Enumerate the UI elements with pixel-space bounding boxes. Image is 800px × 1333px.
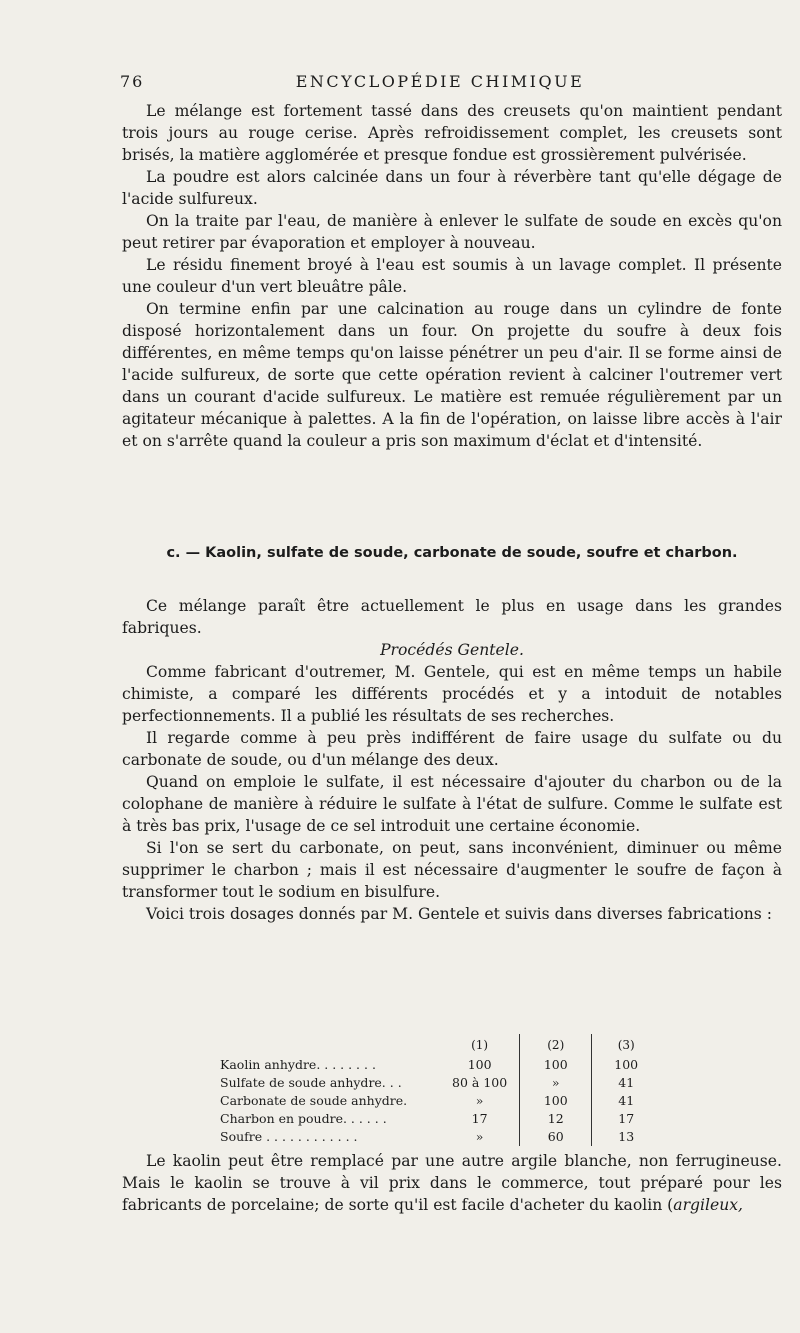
column-header: (3) — [617, 1038, 635, 1052]
table-cell: 41 — [618, 1093, 635, 1108]
paragraph: Si l'on se sert du carbonate, on peut, sans inconvénient, diminuer ou même supprimer le charbon ; mais il est nécessaire d'augmenter le soufre de façon à transformer tout le sodium en bisulfure. — [122, 839, 782, 901]
table-cell: 13 — [618, 1129, 635, 1144]
table-cell: 80 à 100 — [440, 1074, 519, 1092]
running-title: ENCYCLOPÉDIE CHIMIQUE — [295, 72, 585, 91]
row-label: Soufre . . . . . . . . . . . . — [220, 1129, 358, 1144]
table-cell: 100 — [440, 1056, 519, 1074]
table-cell: 100 — [520, 1092, 592, 1110]
subtitle: Procédés Gentele. — [380, 641, 524, 659]
top-text-block — [122, 100, 782, 452]
paragraph-intro: Ce mélange paraît être actuellement le plus en usage dans les grandes fabriques. — [122, 597, 782, 637]
table-row — [220, 1056, 660, 1074]
paragraph: La poudre est alors calcinée dans un four à réverbère tant qu'elle dégage de l'acide sulfureux. — [122, 168, 782, 208]
page-number: 76 — [120, 72, 145, 91]
table-cell: 100 — [520, 1056, 592, 1074]
table-cell: 100 — [614, 1057, 639, 1072]
paragraph — [122, 1150, 782, 1216]
table-cell: 17 — [440, 1110, 519, 1128]
row-label: Charbon en poudre. . . . . . — [220, 1111, 387, 1126]
table-cell: » — [440, 1128, 519, 1146]
table-header-row — [220, 1034, 660, 1056]
table-cell: 17 — [618, 1111, 635, 1126]
table-cell: 41 — [618, 1075, 635, 1090]
column-header: (2) — [520, 1034, 592, 1056]
table-row — [220, 1110, 660, 1128]
paragraph: Quand on emploie le sulfate, il est nécessaire d'ajouter du charbon ou de la colophane de manière à réduire le sulfate à l'état de sulfure. Comme le sulfate est à très bas prix, l'usage de ce sel introduit une certaine économie. — [122, 773, 782, 835]
table-row — [220, 1092, 660, 1110]
paragraph: Le mélange est fortement tassé dans des creusets qu'on maintient pendant trois jours au rouge cerise. Après refroidissement complet, les creusets sont brisés, la matière agglomérée et presque fondue est grossièrement pulvérisée. — [122, 102, 782, 164]
table-row — [220, 1128, 660, 1146]
paragraph: Il regarde comme à peu près indifférent de faire usage du sulfate ou du carbonate de soude, ou d'un mélange des deux. — [122, 729, 782, 769]
table-row — [220, 1074, 660, 1092]
dosage-table — [220, 1034, 660, 1146]
italic-term: argileux, — [673, 1196, 744, 1214]
paragraph: On la traite par l'eau, de manière à enlever le sulfate de soude en excès qu'on peut retirer par évaporation et employer à nouveau. — [122, 212, 782, 252]
column-header: (1) — [440, 1034, 519, 1056]
table-cell: 12 — [520, 1110, 592, 1128]
table-cell: » — [440, 1092, 519, 1110]
row-label: Carbonate de soude anhydre. — [220, 1093, 408, 1108]
paragraph: Le résidu finement broyé à l'eau est soumis à un lavage complet. Il présente une couleur d'un vert bleuâtre pâle. — [122, 256, 782, 296]
paragraph: Voici trois dosages donnés par M. Gentele et suivis dans diverses fabrications : — [146, 905, 772, 923]
paragraph: Comme fabricant d'outremer, M. Gentele, qui est en même temps un habile chimiste, a comparé les différents procédés et y a intoduit de notables perfectionnements. Il a publié les résultats de ses recherches. — [122, 663, 782, 725]
row-label: Kaolin anhydre. . . . . . . . — [220, 1057, 376, 1072]
paragraph-text: Le kaolin peut être remplacé par une autre argile blanche, non ferrugineuse. Mais le kaolin se trouve à vil prix dans le commerce, tout préparé pour les fabricants de porcelaine; de sorte qu'il est facile d'acheter du kaolin ( — [122, 1152, 782, 1214]
table-cell: » — [520, 1074, 592, 1092]
table-cell: 60 — [520, 1128, 592, 1146]
paragraph: On termine enfin par une calcination au rouge dans un cylindre de fonte disposé horizontalement dans un four. On projette du soufre à deux fois différentes, en même temps qu'on laisse pénétrer un peu d'air. Il se forme ainsi de l'acide sulfureux, de sorte que cette opération revient à calciner l'outremer vert dans un courant d'acide sulfureux. Le matière est remuée régulièrement par un agitateur mécanique à palettes. A la fin de l'opération, on laisse libre accès à l'air et on s'arrête quand la couleur a pris son maximum d'éclat et d'intensité. — [122, 300, 782, 450]
middle-text-block — [122, 595, 782, 925]
bottom-text-block — [122, 1150, 782, 1216]
row-label: Sulfate de soude anhydre. . . — [220, 1075, 402, 1090]
section-title: c. — Kaolin, sulfate de soude, carbonate de soude, soufre et charbon. — [166, 545, 738, 561]
page-header — [120, 72, 760, 96]
